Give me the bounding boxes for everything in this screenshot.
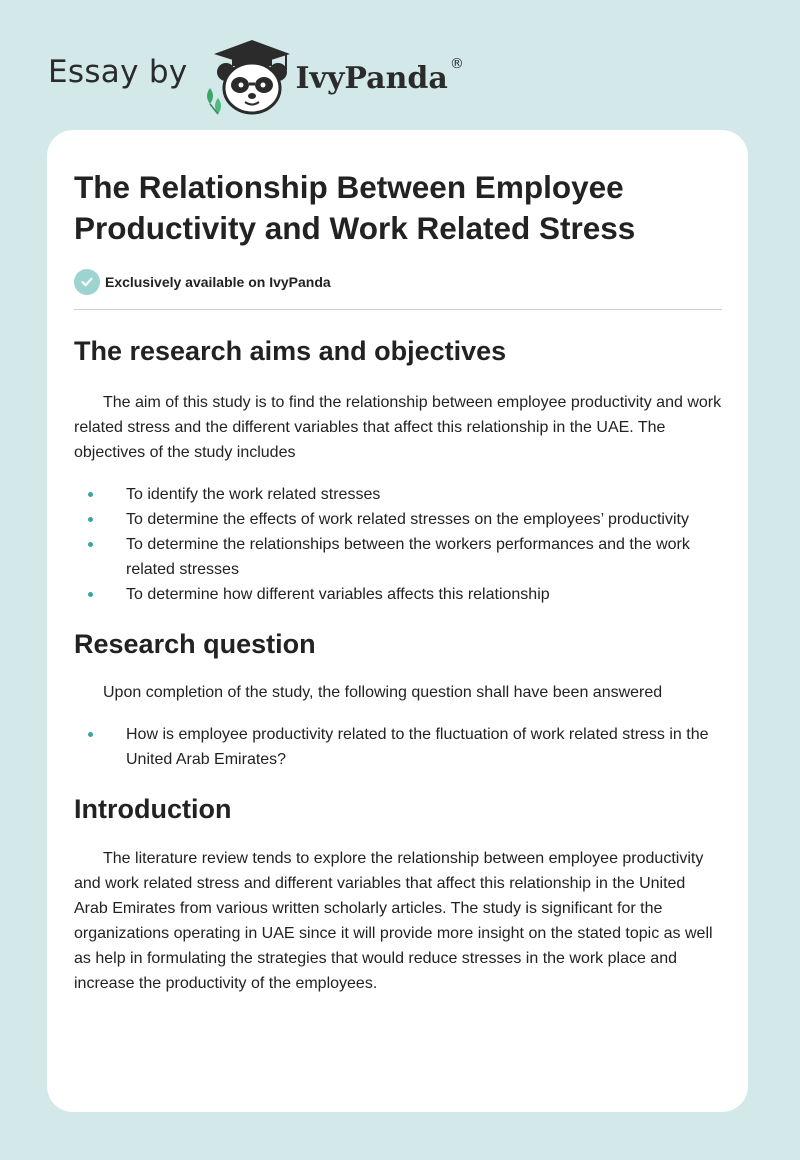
essay-card [47, 130, 748, 1112]
section-heading: The research aims and objectives [74, 336, 507, 366]
title-divider [74, 309, 722, 310]
check-circle-icon [74, 269, 100, 295]
site-logo[interactable] [48, 36, 464, 116]
panda-logo-icon [202, 36, 292, 116]
exclusive-label: Exclusively available on IvyPanda [105, 274, 331, 290]
list-item: To determine the relationships between the workers performances and the work related stresses [74, 532, 722, 582]
exclusive-badge [74, 267, 722, 297]
list-item: How is employee productivity related to the fluctuation of work related stress in the United Arab Emirates? [74, 722, 722, 772]
bullet-icon [88, 517, 93, 522]
brand-name: IvyPanda [295, 60, 448, 96]
bullet-icon [88, 492, 93, 497]
registered-mark: ® [449, 56, 464, 72]
essay-content [74, 130, 722, 996]
section-paragraph: The aim of this study is to find the relationship between employee productivity and work related stress and the different variables that affect this relationship in the UAE. The objectives of the study includes [74, 394, 722, 461]
section-paragraph: Upon completion of the study, the following question shall have been answered [103, 684, 663, 701]
section-aims-objectives [74, 334, 722, 607]
question-list [74, 722, 722, 772]
section-introduction [74, 792, 722, 996]
list-item: To identify the work related stresses [74, 482, 722, 507]
list-item: To determine how different variables affects this relationship [74, 582, 722, 607]
brand-prefix: Essay by [48, 54, 188, 90]
section-heading: Introduction [74, 794, 232, 824]
section-heading: Research question [74, 629, 316, 659]
document-title: The Relationship Between Employee Productivity and Work Related Stress [74, 169, 636, 246]
bullet-icon [88, 732, 93, 737]
bullet-icon [88, 542, 93, 547]
list-item: To determine the effects of work related stresses on the employees’ productivity [74, 507, 722, 532]
section-paragraph: The literature review tends to explore the relationship between employee productivity and work related stress and different variables that affect this relationship in the United Arab Emirates from various written scholarly articles. The study is significant for the organizations operating in UAE since it will provide more insight on the stated topic as well as help in formulating the strategies that would reduce stresses in the work place and increase the productivity of the employees. [74, 850, 713, 992]
bullet-icon [88, 592, 93, 597]
objectives-list [74, 482, 722, 607]
section-research-question [74, 627, 722, 772]
